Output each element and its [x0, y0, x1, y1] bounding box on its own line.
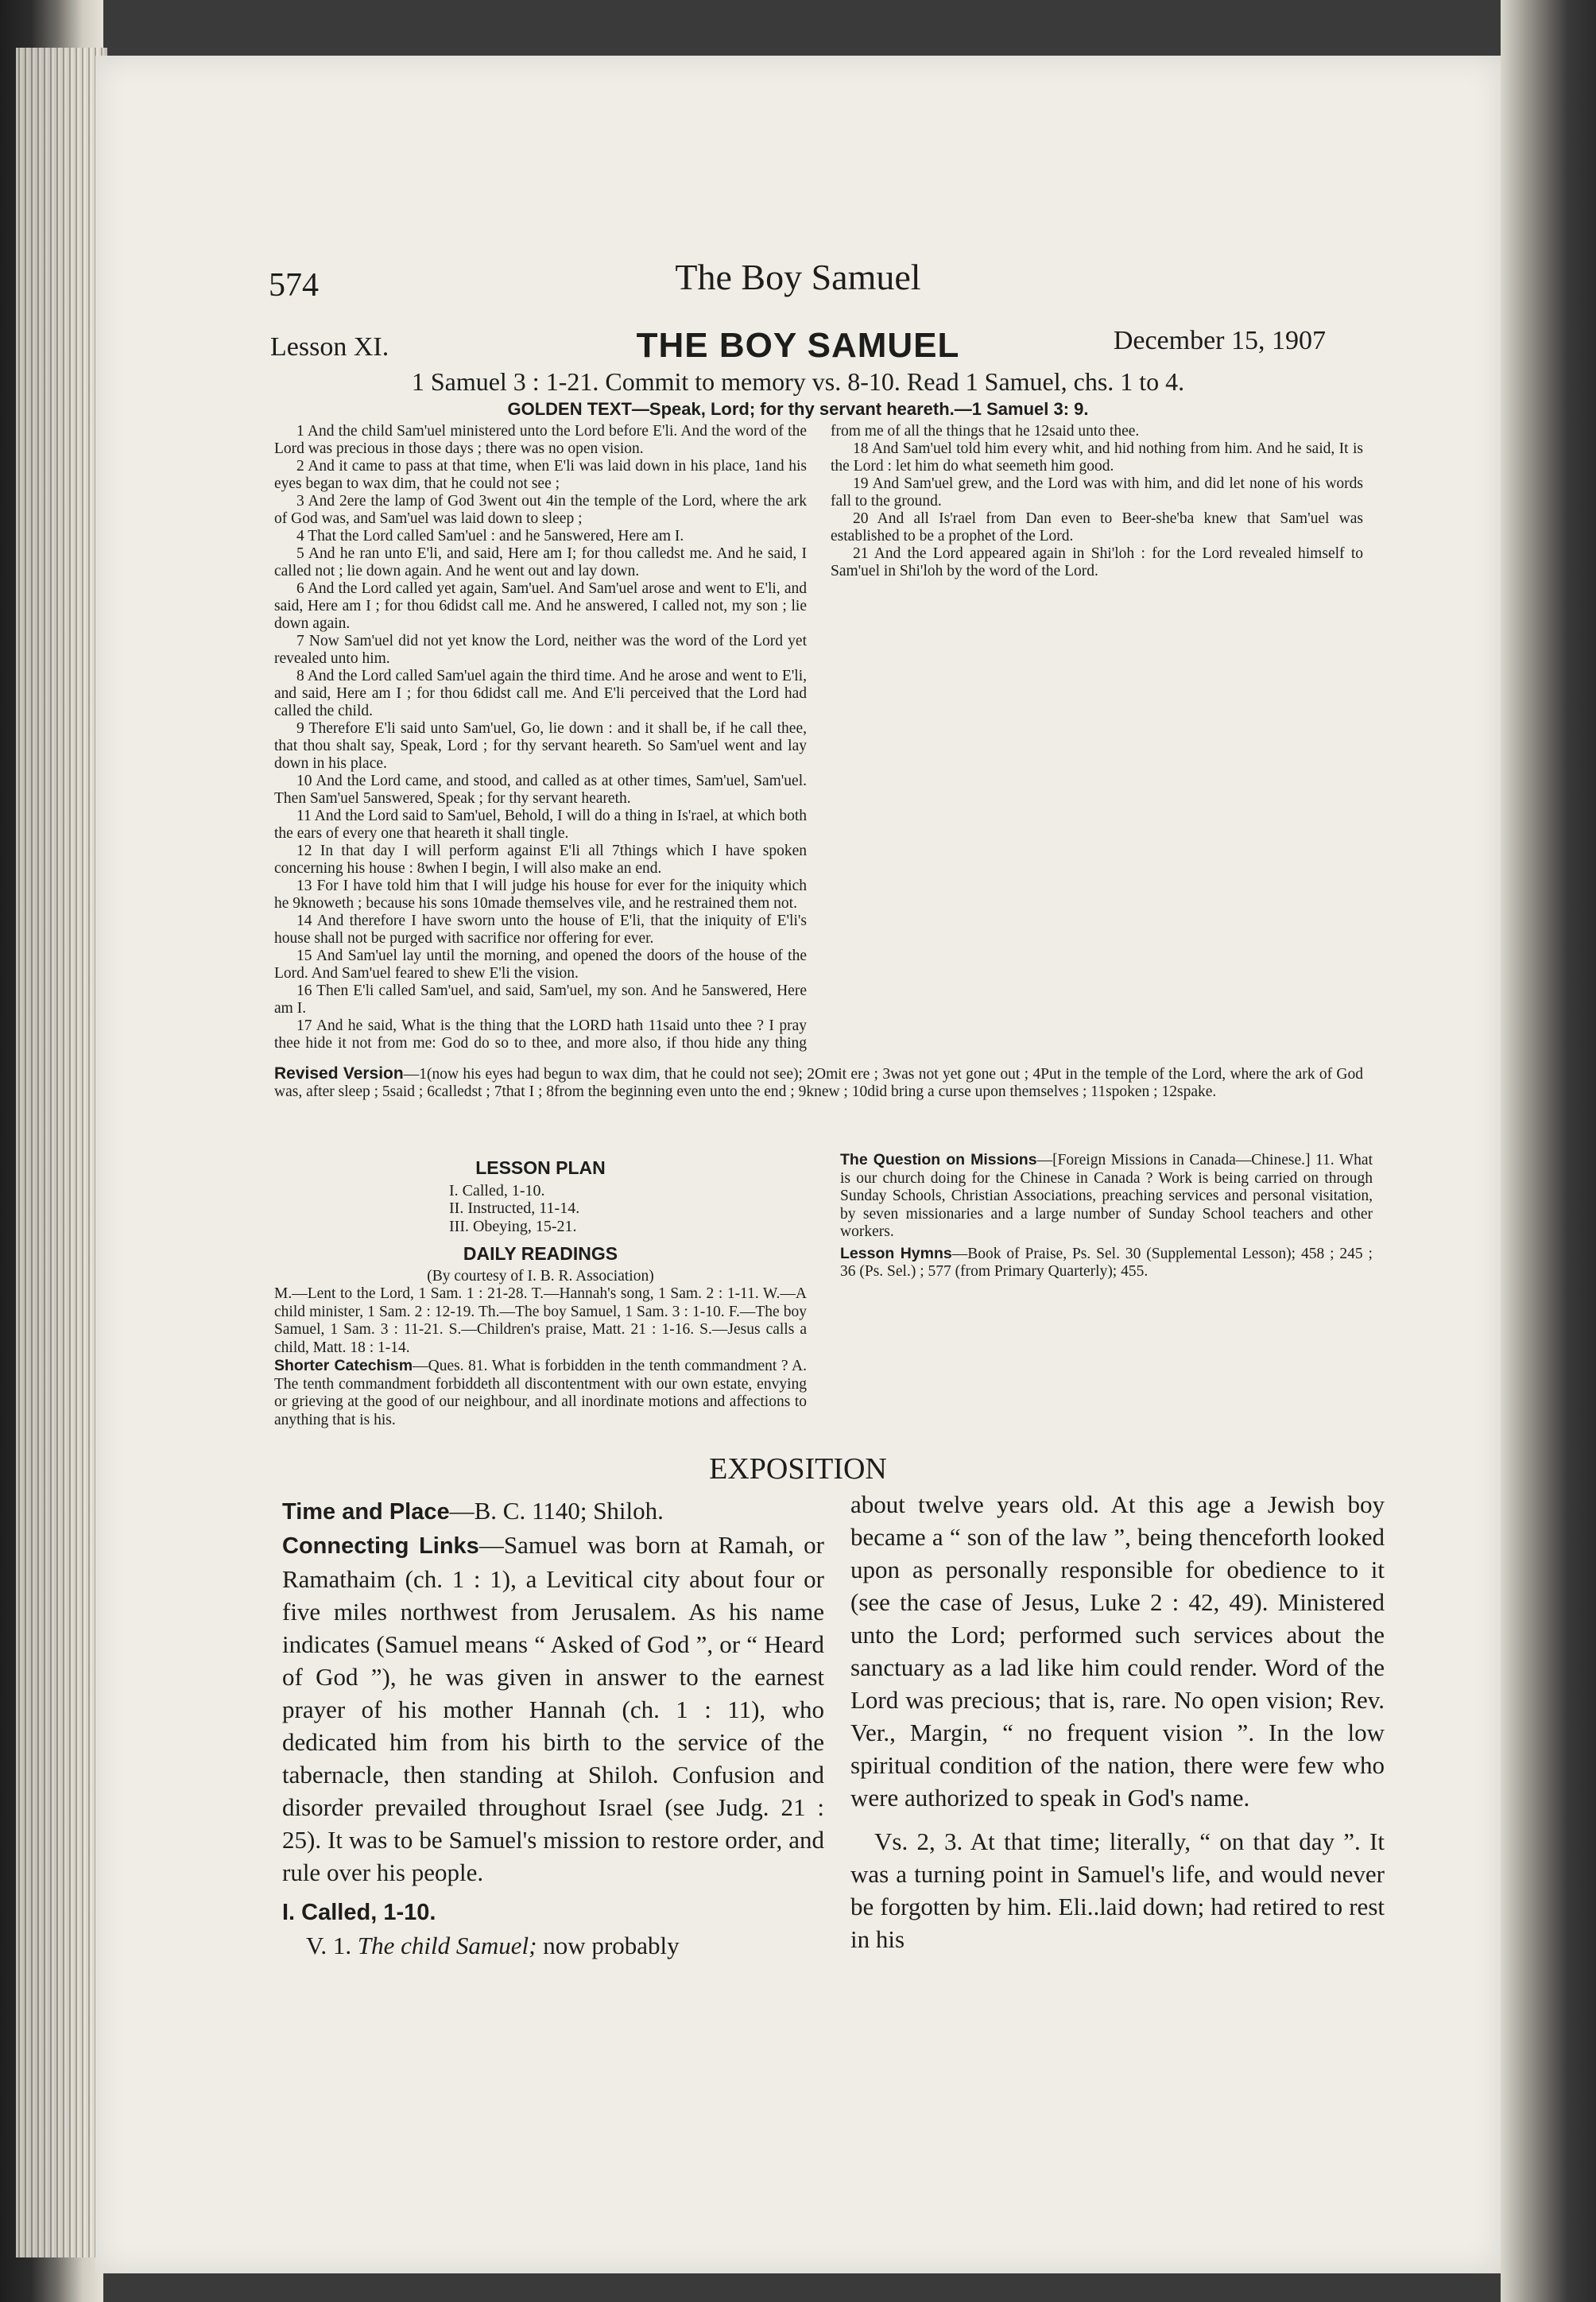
exposition-right-column [850, 1488, 1385, 1955]
missions-text: —[Foreign Missions in Canada—Chinese.] 11. What is our church doing for the Chinese in Canada ? Work is being carried on through Sunday Schools, Christian Associations, preaching services and personal visitation, by seven missionaries and a large number of Sunday School teachers and other workers. [840, 1152, 1373, 1240]
verse: 13 For I have told him that I will judge his house for ever for the iniquity which he 9knoweth ; because his sons 10made themselves vile, and he restrained them not. [274, 878, 807, 912]
missions-label: The Question on Missions [840, 1151, 1037, 1168]
exposition-paragraph: about twelve years old. At this age a Jewish boy became a “ son of the law ”, being thenceforth looked upon as personally responsible for obedience to it (see the case of Jesus, Luke 2 : 42, 49). Ministered unto the Lord; performed such services about the sanctuary as a lad like him could render. Word of the Lord was precious; that is, rare. No open vision; Rev. Ver., Margin, “ no frequent vision ”. In the low spiritual condition of the nation, there were few who were authorized to speak in God's name. [850, 1490, 1385, 1812]
verse: 7 Now Sam'uel did not yet know the Lord, neither was the word of the Lord yet revealed unto him. [274, 633, 807, 667]
lesson-plan-heading: LESSON PLAN [475, 1157, 606, 1178]
verse: 12 In that day I will perform against E'li all 7things which I have spoken concerning his house : 8when I begin, I will also make an end. [274, 843, 807, 877]
hymns-label: Lesson Hymns [840, 1244, 952, 1262]
time-place-text: —B. C. 1140; Shiloh. [449, 1497, 664, 1525]
verse-ref: V. 1. [306, 1932, 358, 1959]
exposition-left-column [282, 1494, 824, 1962]
verse: 1 And the child Sam'uel ministered unto the Lord before E'li. And the word of the Lord was precious in those days ; there was no open vision. [274, 423, 807, 457]
exposition-heading: EXPOSITION [709, 1452, 887, 1486]
verse: 17 And he said, What is the thing that the LORD hath 11said unto thee ? I pray thee hide it not from me: God do so to thee, and more also, if thou hide any thing from me of all the things that he 12said unto thee. [274, 423, 1140, 1052]
verse: 21 And the Lord appeared again in Shi'loh : for the Lord revealed himself to Sam'uel in Shi'loh by the word of the Lord. [831, 545, 1363, 579]
lesson-title: THE BOY SAMUEL [636, 326, 960, 365]
revised-version-text: —1(now his eyes had begun to wax dim, that he could not see); 2Omit ere ; 3was not yet gone out ; 4Put in the temple of the Lord, where the ark of God was, after sleep ; 5said ; 6calledst ; 7that I ; 8from the beginning even unto the end ; 9knew ; 10did bring a curse upon themselves ; 11spoken ; 12spake. [274, 1066, 1364, 1100]
verse: 20 And all Is'rael from Dan even to Beer-she'ba knew that Sam'uel was established to be a prophet of the Lord. [831, 510, 1363, 544]
daily-readings-heading: DAILY READINGS [463, 1243, 618, 1264]
connecting-links-label: Connecting Links [282, 1533, 479, 1559]
hymns-text: —Book of Praise, Ps. Sel. 30 (Supplemental Lesson); 458 ; 245 ; 36 (Ps. Sel.) ; 577 (from Primary Quarterly); 455. [840, 1245, 1373, 1280]
scripture-verses [274, 423, 1363, 1067]
daily-readings-courtesy: (By courtesy of I. B. R. Association) [427, 1267, 654, 1285]
verse: 6 And the Lord called yet again, Sam'uel. And Sam'uel arose and went to E'li, and said, Here am I ; for thou 6didst call me. And he answered, I called not, my son ; lie down again. [274, 580, 807, 632]
verse: 5 And he ran unto E'li, and said, Here am I; for thou calledst me. And he said, I called not ; lie down again. And he went out and lay down. [274, 545, 807, 579]
verse: 16 Then E'li called Sam'uel, and said, Sam'uel, my son. And he 5answered, Here am I. [274, 982, 807, 1017]
verse: 10 And the Lord came, and stood, and called as at other times, Sam'uel, Sam'uel. Then Sam'uel 5answered, Speak ; for thy servant heareth. [274, 773, 807, 807]
daily-readings-text: M.—Lent to the Lord, 1 Sam. 1 : 21-28. T.—Hannah's song, 1 Sam. 2 : 1-11. W.—A child minister, 1 Sam. 2 : 12-19. Th.—The boy Samuel, 1 Sam. 3 : 1-10. F.—The boy Samuel, 1 Sam. 3 : 11-21. S.—Children's praise, Matt. 21 : 1-16. S.—Jesus calls a child, Matt. 18 : 1-14. [274, 1285, 807, 1356]
exposition-paragraph: Vs. 2, 3. At that time; literally, “ on that day ”. It was a turning point in Samuel's life, and would never be forgotten by him. Eli..laid down; had retired to rest in his [850, 1827, 1385, 1953]
lesson-label: Lesson XI. [270, 332, 389, 362]
verse: 9 Therefore E'li said unto Sam'uel, Go, lie down : and it shall be, if he call thee, that thou shalt say, Speak, Lord ; for thy servant heareth. So Sam'uel went and lay down in his place. [274, 720, 807, 772]
revised-version-notes [274, 1065, 1363, 1101]
time-place-label: Time and Place [282, 1499, 450, 1525]
verse-comment: now probably [537, 1932, 680, 1959]
catechism-label: Shorter Catechism [274, 1357, 413, 1374]
verse: 18 And Sam'uel told him every whit, and hid nothing from him. And he said, It is the Lord : let him do what seemeth him good. [831, 440, 1363, 475]
running-title: The Boy Samuel [675, 257, 921, 297]
left-sidebar-column [274, 1159, 807, 1429]
catechism-text: —Ques. 81. What is forbidden in the tenth commandment ? A. The tenth commandment forbiddeth all discontentment with our own estate, envying or grieving at the good of our neighbour, and all inordinate motions and affections to anything that is his. [274, 1358, 807, 1428]
lesson-plan-item: II. Instructed, 11-14. [449, 1199, 580, 1217]
verse: 15 And Sam'uel lay until the morning, and opened the doors of the house of the Lord. And Sam'uel feared to shew E'li the vision. [274, 948, 807, 982]
lesson-plan-item: III. Obeying, 15-21. [449, 1217, 577, 1235]
scripture-reference: 1 Samuel 3 : 1-21. Commit to memory vs. 8-10. Read 1 Samuel, chs. 1 to 4. [411, 367, 1185, 396]
verse: 19 And Sam'uel grew, and the Lord was with him, and did let none of his words fall to the ground. [831, 475, 1363, 510]
right-sidebar-column [840, 1151, 1373, 1281]
verse-phrase: The child Samuel; [357, 1932, 537, 1959]
connecting-links-text: —Samuel was born at Ramah, or Ramathaim (ch. 1 : 1), a Levitical city about four or five miles northwest from Jerusalem. As his name indicates (Samuel means “ Asked of God ”, or “ Heard of God ”), he was given in answer to the earnest prayer of his mother Hannah (ch. 1 : 11), who dedicated him from his birth to the service of the tabernacle, then standing at Shiloh. Confusion and disorder prevailed throughout Israel (see Judg. 21 : 25). It was to be Samuel's mission to restore order, and rule over his people. [282, 1531, 824, 1886]
verse: 14 And therefore I have sworn unto the house of E'li, that the iniquity of E'li's house shall not be purged with sacrifice nor offering for ever. [274, 913, 807, 947]
verse: 4 That the Lord called Sam'uel : and he 5answered, Here am I. [296, 528, 684, 544]
page-number: 574 [269, 267, 319, 304]
golden-text: GOLDEN TEXT—Speak, Lord; for thy servant heareth.—1 Samuel 3: 9. [507, 399, 1089, 419]
verse: 8 And the Lord called Sam'uel again the third time. And he arose and went to E'li, and said, Here am I ; for thou 6didst call me. And E'li perceived that the Lord had called the child. [274, 668, 807, 719]
verse: 11 And the Lord said to Sam'uel, Behold, I will do a thing in Is'rael, at which both the ears of every one that heareth it shall tingle. [274, 808, 807, 842]
lesson-plan-item: I. Called, 1-10. [449, 1181, 545, 1199]
verse: 2 And it came to pass at that time, when E'li was laid down in his place, 1and his eyes began to wax dim, that he could not see ; [274, 458, 807, 492]
verse: 3 And 2ere the lamp of God 3went out 4in the temple of the Lord, where the ark of God was, and Sam'uel was laid down to sleep ; [274, 493, 807, 527]
section-heading: I. Called, 1-10. [282, 1900, 436, 1925]
revised-version-label: Revised Version [274, 1064, 404, 1083]
lesson-date: December 15, 1907 [1113, 326, 1326, 355]
